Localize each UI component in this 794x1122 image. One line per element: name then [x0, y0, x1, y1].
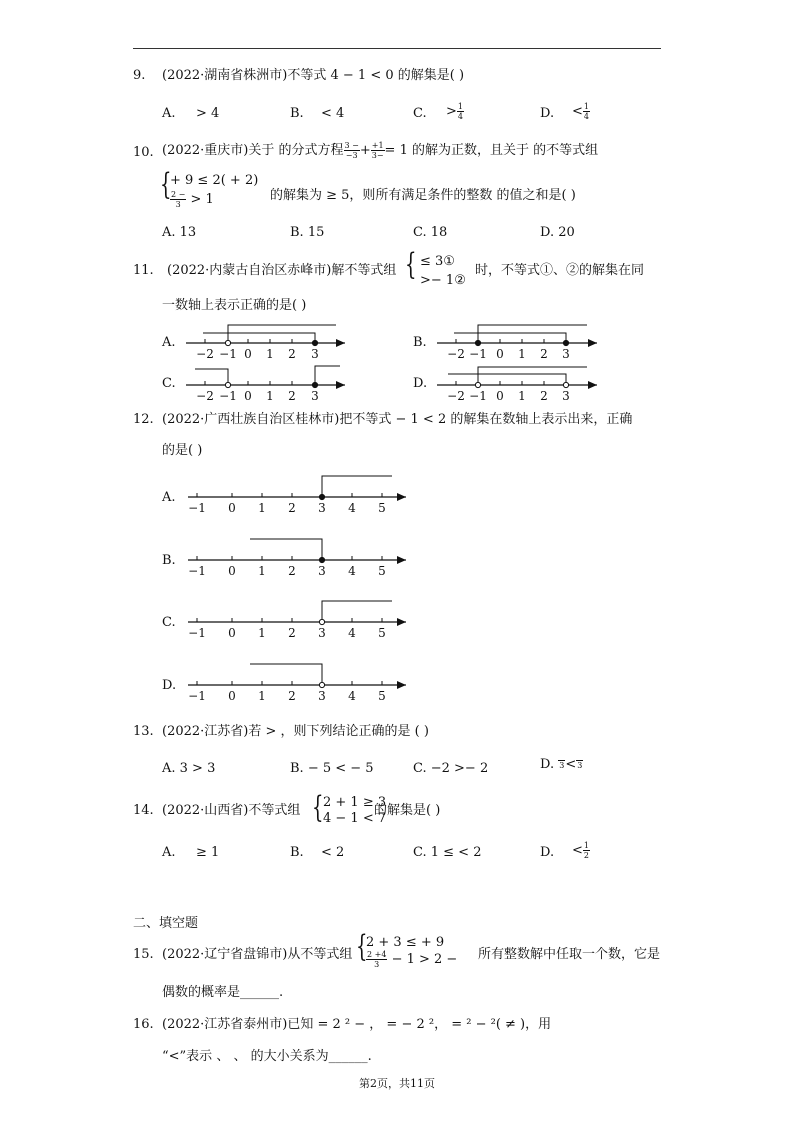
question-number: 9. — [133, 68, 146, 83]
q12-a-tick-label: 0 — [228, 501, 236, 515]
q11-b-closed-dot — [563, 340, 568, 345]
q11-a-ray1 — [228, 325, 336, 343]
q11-d-tick-label: 1 — [518, 389, 526, 403]
q11-b-tick-label: 3 — [562, 347, 570, 361]
q12-b-tick-label: 5 — [378, 564, 386, 578]
q11-a-tick-label: 2 — [288, 347, 296, 361]
q12-b-closed-dot — [319, 557, 324, 562]
q11-c-open-dot — [225, 382, 230, 387]
question-stem: (2022·广西壮族自治区桂林市)把不等式 − 1 < 2 的解集在数轴上表示出来，正确 — [162, 412, 633, 427]
option-b-text: < 2 — [321, 845, 345, 860]
q11-c-arrow — [336, 381, 345, 389]
q11-a-ray2 — [203, 333, 315, 343]
inequality-1: 2 + 1 ≥ 3 — [323, 795, 387, 810]
option-b: B. − 5 < − 5 — [290, 761, 374, 776]
question-stem-cont2: 偶数的概率是______. — [162, 985, 284, 1000]
option-d: D. 3 < 3 — [540, 757, 583, 772]
q11-d-tick-label: 0 — [496, 389, 504, 403]
question-stem: (2022·湖南省株洲市)不等式 4 − 1 < 0 的解集是( ) — [162, 68, 465, 83]
question-number: 13. — [133, 724, 154, 739]
q11-b-tick-label: −2 — [447, 347, 465, 361]
option-d-text: < $\frac{1}{4}$ — [572, 102, 589, 121]
q12-a-closed-dot — [319, 494, 324, 499]
q12-a-tick-label: −1 — [188, 501, 206, 515]
q11-a-tick-label: 1 — [266, 347, 274, 361]
q12-a-tick-label: 3 — [318, 501, 326, 515]
option-b-label: B. — [413, 335, 427, 350]
inequality-2: 4 − 1 < 7 — [323, 811, 387, 826]
question-stem-cont: 所有整数解中任取一个数，它是 — [478, 947, 661, 962]
q12-c-tick-label: −1 — [188, 626, 206, 640]
option-c-label: C. — [413, 106, 427, 121]
q11-d-ray1 — [478, 367, 587, 385]
option-d: D. 20 — [540, 225, 575, 240]
q11-b-tick-label: 0 — [496, 347, 504, 361]
q11-c-tick-label: −2 — [196, 389, 214, 403]
q11-c-tick-label: 2 — [288, 389, 296, 403]
q11-c-tick-label: 3 — [311, 389, 319, 403]
section-heading: 二、填空题 — [133, 916, 199, 931]
q11-c-tick-label: 1 — [266, 389, 274, 403]
question-stem: (2022·辽宁省盘锦市)从不等式组 — [162, 947, 353, 962]
q12-b-tick-label: 1 — [258, 564, 266, 578]
inequality-2: $\frac{2 +4}{3}$ − 1 > 2 − — [367, 950, 458, 969]
option-d-label: D. — [540, 106, 555, 121]
question-stem: (2022·江苏省)若 > ，则下列结论正确的是 ( ) — [162, 724, 429, 739]
q12-a-tick-label: 4 — [348, 501, 356, 515]
question-stem: (2022·内蒙古自治区赤峰市)解不等式组 — [167, 263, 397, 278]
q12-b-tick-label: 3 — [318, 564, 326, 578]
question-stem: (2022·山西省)不等式组 — [162, 803, 301, 818]
q12-c-tick-label: 1 — [258, 626, 266, 640]
option-a: A. 3 > 3 — [162, 761, 216, 776]
option-a-label: A. — [162, 106, 176, 121]
page-footer: 第2页，共11页 — [359, 1077, 435, 1090]
q12-b-tick-label: 0 — [228, 564, 236, 578]
option-b-label: B. — [290, 845, 304, 860]
q12-c-tick-label: 0 — [228, 626, 236, 640]
option-b-text: < 4 — [321, 106, 345, 121]
q12-c-open-dot — [319, 619, 324, 624]
q12-b-tick-label: 2 — [288, 564, 296, 578]
question-number: 14. — [133, 803, 154, 818]
q11-a-tick-label: −2 — [196, 347, 214, 361]
q11-b-closed-dot — [475, 340, 480, 345]
inequality-1: 2 + 3 ≤ + 9 — [366, 935, 445, 950]
q11-d-open-dot — [563, 382, 568, 387]
q12-b-ray — [250, 539, 322, 560]
q11-b-ray2 — [454, 333, 566, 343]
q12-c-tick-label: 3 — [318, 626, 326, 640]
question-number: 15. — [133, 947, 154, 962]
inequality-1: + 9 ≤ 2( + 2) — [170, 173, 259, 188]
option-a-label: A. — [162, 335, 176, 350]
option-a-text: > 4 — [196, 106, 220, 121]
q11-d-tick-label: 3 — [562, 389, 570, 403]
question-stem-cont: 的解集为 ≥ 5，则所有满足条件的整数 的值之和是( ) — [270, 188, 576, 203]
q11-b-tick-label: 2 — [540, 347, 548, 361]
q11-d-tick-label: 2 — [540, 389, 548, 403]
option-b-label: B. — [290, 106, 304, 121]
option-d-label: D. — [162, 678, 177, 693]
q12-a-tick-label: 1 — [258, 501, 266, 515]
q12-b-tick-label: −1 — [188, 564, 206, 578]
option-d-label: D. — [540, 845, 555, 860]
q11-c-ray1 — [195, 369, 228, 385]
inequality-2: $\frac{2 -}{3}$ > 1 — [171, 190, 214, 209]
q11-a-open-dot — [225, 340, 230, 345]
q12-d-tick-label: 1 — [258, 689, 266, 703]
q12-d-tick-label: 3 — [318, 689, 326, 703]
question-stem-cont: 的是( ) — [162, 443, 203, 458]
option-d-text: < $\frac{1}{2}$ — [572, 841, 589, 860]
question-number: 16. — [133, 1017, 154, 1032]
system-brace: { — [160, 167, 172, 202]
option-b: B. 15 — [290, 225, 325, 240]
q12-c-arrow — [397, 618, 406, 626]
question-number: 12. — [133, 412, 154, 427]
option-c-label: C. — [162, 615, 176, 630]
q11-d-tick-label: −2 — [447, 389, 465, 403]
q12-a-tick-label: 5 — [378, 501, 386, 515]
q11-a-arrow — [336, 339, 345, 347]
question-stem: (2022·重庆市)关于 的分式方程 $\frac{3 -}{-3}$ + $\frac{+1}{3-}$ = 1 的解为正数，且关于 的不等式组 — [162, 141, 599, 160]
q11-b-tick-label: −1 — [469, 347, 487, 361]
system-brace: { — [312, 790, 324, 825]
q12-d-tick-label: 0 — [228, 689, 236, 703]
q12-d-ray — [250, 664, 322, 685]
q12-b-tick-label: 4 — [348, 564, 356, 578]
q12-b-arrow — [397, 556, 406, 564]
q11-a-closed-dot — [312, 340, 317, 345]
q11-c-tick-label: −1 — [219, 389, 237, 403]
option-a: A. 13 — [162, 225, 197, 240]
question-stem-cont2: 一数轴上表示正确的是( ) — [162, 298, 307, 313]
q12-d-open-dot — [319, 682, 324, 687]
q11-a-tick-label: −1 — [219, 347, 237, 361]
q12-d-tick-label: 4 — [348, 689, 356, 703]
question-stem: (2022·江苏省泰州市)已知 = 2 ² − ， = − 2 ²， = ² − ²( ≠ )，用 — [162, 1017, 552, 1032]
q11-b-ray1 — [478, 325, 587, 343]
q11-d-open-dot — [475, 382, 480, 387]
option-c-text: > $\frac{1}{4}$ — [446, 102, 463, 121]
q11-d-arrow — [588, 381, 597, 389]
system-brace: { — [356, 929, 368, 964]
q12-a-tick-label: 2 — [288, 501, 296, 515]
option-b-label: B. — [162, 553, 176, 568]
q12-d-tick-label: 2 — [288, 689, 296, 703]
q11-b-tick-label: 1 — [518, 347, 526, 361]
q11-d-tick-label: −1 — [469, 389, 487, 403]
q11-c-tick-label: 0 — [244, 389, 252, 403]
q11-a-tick-label: 3 — [311, 347, 319, 361]
question-number: 11. — [133, 263, 154, 278]
q12-d-arrow — [397, 681, 406, 689]
option-a-text: ≥ 1 — [196, 845, 220, 860]
question-stem-cont: “<”表示 、 、 的大小关系为______. — [162, 1049, 372, 1064]
question-number: 10. — [133, 145, 154, 160]
q12-d-tick-label: −1 — [188, 689, 206, 703]
q12-c-tick-label: 4 — [348, 626, 356, 640]
inequality-1: ≤ 3① — [420, 254, 455, 269]
inequality-2: >− 1② — [420, 273, 466, 288]
q12-d-tick-label: 5 — [378, 689, 386, 703]
option-a-label: A. — [162, 845, 176, 860]
q11-d-ray2 — [448, 374, 566, 385]
question-stem-cont: 的解集是( ) — [374, 803, 441, 818]
option-a-label: A. — [162, 490, 176, 505]
system-brace: { — [405, 247, 417, 282]
question-stem-cont: 时，不等式①、②的解集在同 — [475, 263, 645, 278]
q11-c-closed-dot — [312, 382, 317, 387]
q11-a-tick-label: 0 — [244, 347, 252, 361]
option-c: C. 1 ≤ < 2 — [413, 845, 482, 860]
q12-c-tick-label: 2 — [288, 626, 296, 640]
option-c: C. −2 >− 2 — [413, 761, 489, 776]
option-d-label: D. — [413, 376, 428, 391]
option-c: C. 18 — [413, 225, 448, 240]
q11-b-arrow — [588, 339, 597, 347]
option-c-label: C. — [162, 376, 176, 391]
q12-a-arrow — [397, 493, 406, 501]
q12-c-tick-label: 5 — [378, 626, 386, 640]
